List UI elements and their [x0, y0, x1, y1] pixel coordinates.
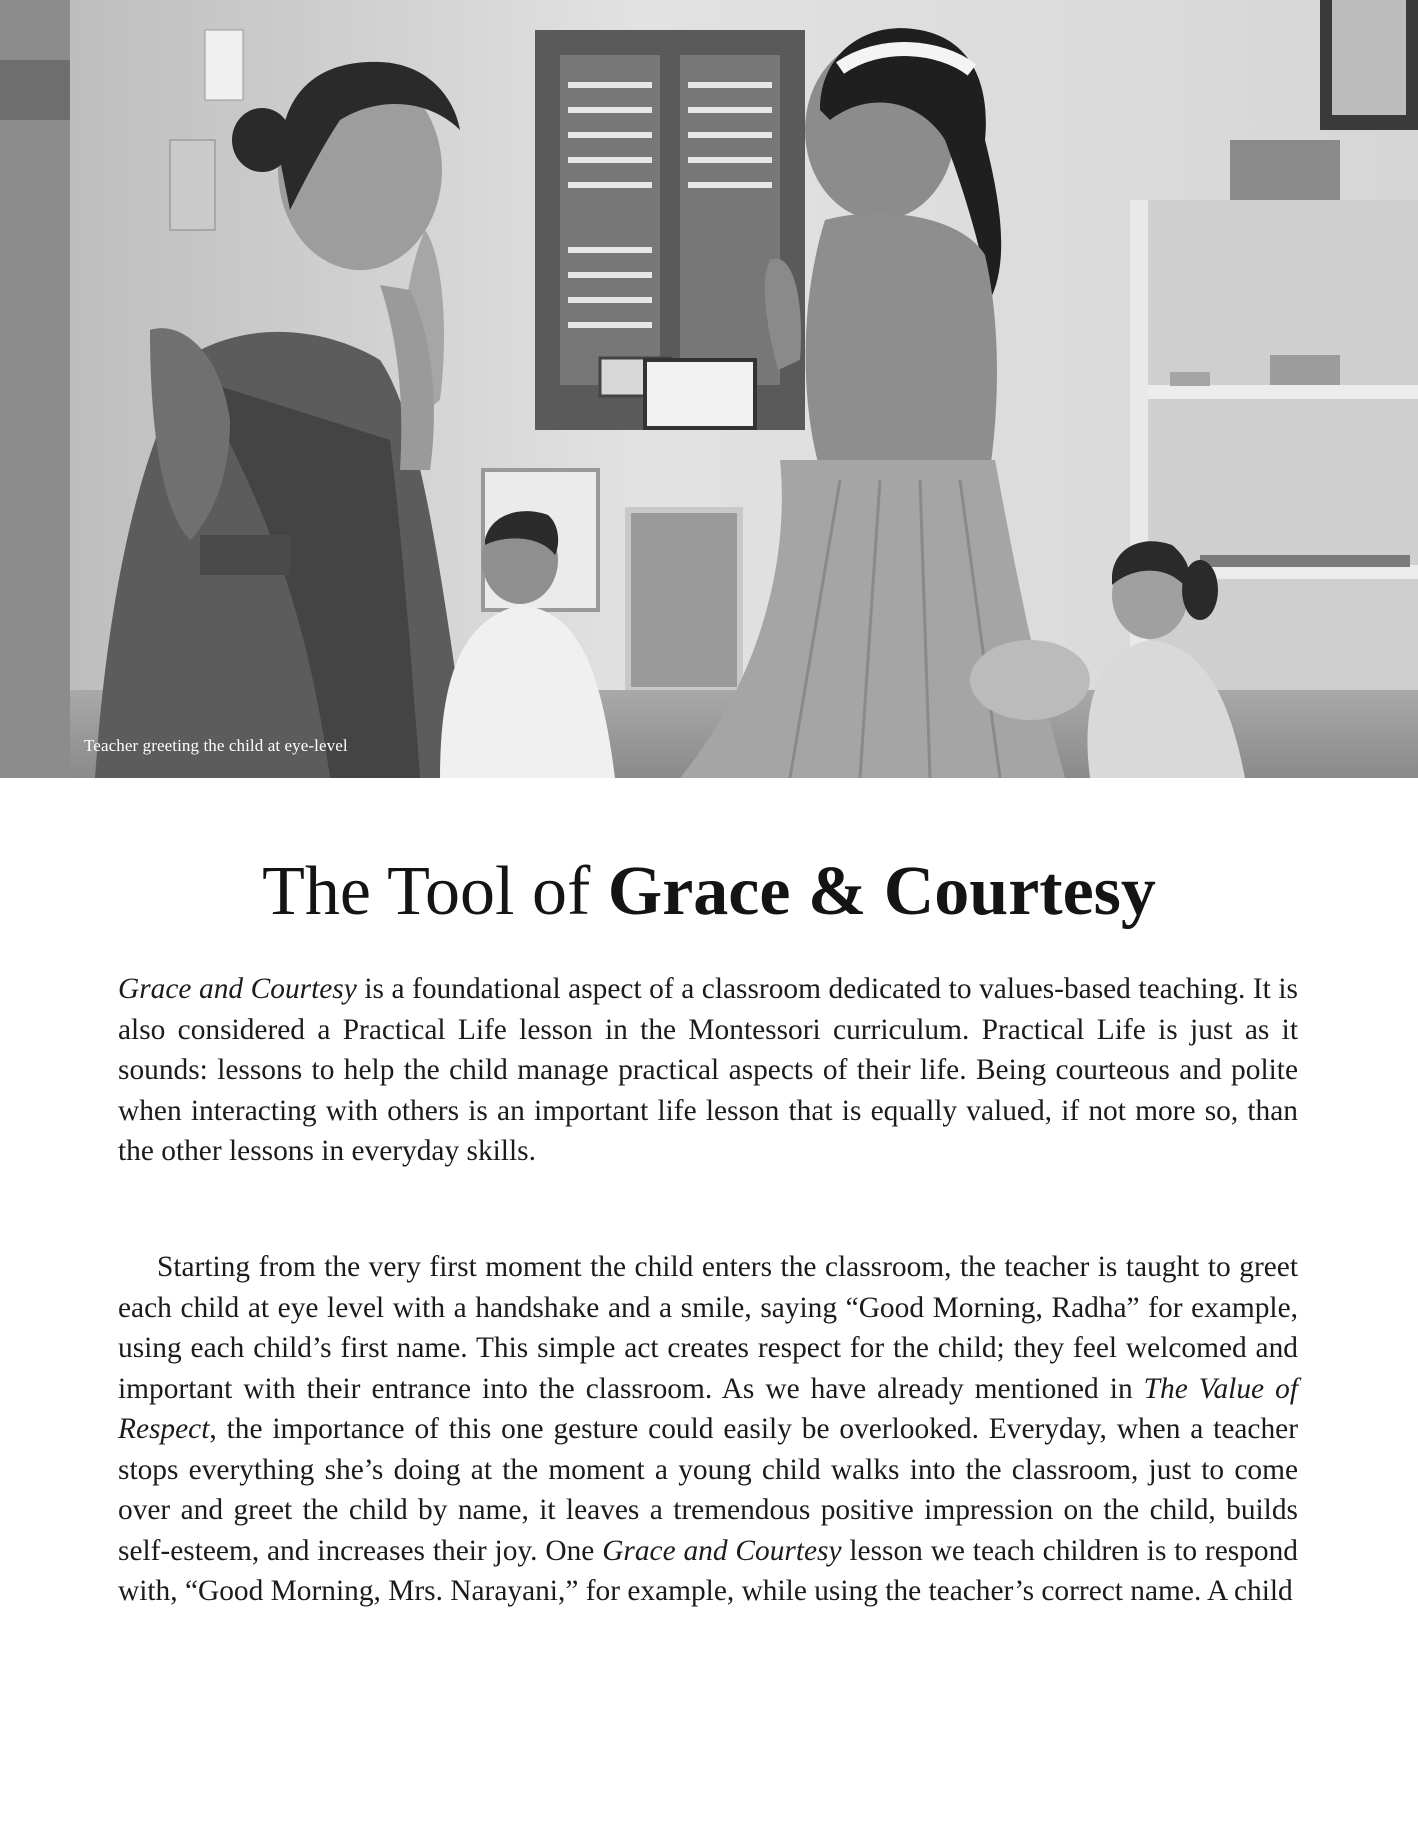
paragraph-1-text: is a foundational aspect of a classroom dedicated to values-based teaching. It is also considered a Practical Life lesson in the Montessori curriculum. Practical Life is just as it sounds: lessons to help the child manage practical aspects of their life. Being courteous and polite when interacting with others is an important life lesson that is equally valued, if not more so, than the other lessons in everyday skills.: [118, 973, 1298, 1167]
photo-caption: Teacher greeting the child at eye-level: [84, 736, 348, 755]
paragraph-2-text-a: Starting from the very first moment the child enters the classroom, the teacher is taught to greet each child at eye level with a handshake and a smile, saying “Good Morning, Radha” for example, using each child’s first name. This simple act creates respect for the child; they feel welcomed and important with their entrance into the classroom. As we have already mentioned in: [118, 1251, 1298, 1405]
paragraph-1: [118, 969, 1298, 1172]
italic-lead: Grace and Courtesy: [118, 973, 357, 1005]
italic-lesson: Grace and Courtesy: [602, 1534, 842, 1567]
page-title: [0, 852, 1418, 932]
paragraph-2-text-b: , the importance of this one gesture could easily be overlooked. Everyday, when a teacher stops everything she’s doing at the moment a young child walks into the classroom, just to come over and greet the child by name, it leaves a tremendous positive impression on the child, builds self-esteem, and increases their joy. One: [118, 1413, 1298, 1567]
title-bold: Grace & Courtesy: [607, 853, 1156, 930]
classroom-photo: [0, 0, 1418, 778]
paragraph-2: [118, 1247, 1298, 1612]
paragraph-2-text-c: lesson we teach children is to respond with, “Good Morning, Mrs. Narayani,” for example, while using the teacher’s correct name. A child: [118, 1534, 1298, 1607]
photo: [0, 0, 1418, 778]
italic-reference: The Value of Respect: [118, 1372, 1298, 1445]
title-regular: The Tool of: [262, 853, 608, 930]
